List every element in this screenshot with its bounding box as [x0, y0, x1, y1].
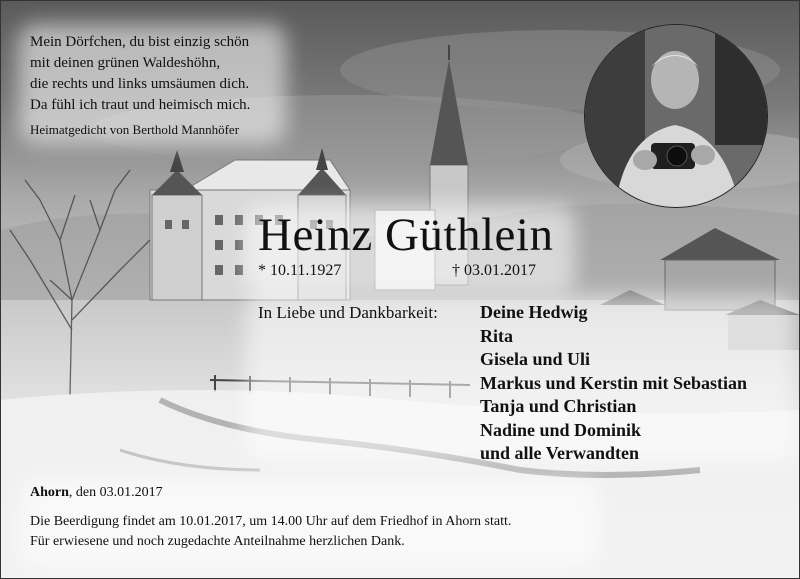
date: , den 03.01.2017 [68, 485, 163, 500]
poem [30, 32, 250, 116]
mourner-name: Markus und Kerstin mit Sebastian [480, 372, 748, 393]
mourner-name: Tanja und Christian [480, 396, 637, 416]
poem-line: Mein Dörfchen, du bist einzig schön [30, 34, 250, 50]
poem-line: die rechts und links umsäumen dich. [30, 76, 250, 92]
portrait-photo [585, 25, 767, 207]
portrait-image [585, 25, 767, 207]
footer [30, 512, 511, 552]
poem-credit: Heimatgedicht von Berthold Mannhöfer [30, 122, 240, 137]
funeral-info: Die Beerdigung findet am 10.01.2017, um 14.00 Uhr auf dem Friedhof in Ahorn statt. [30, 514, 512, 529]
mourning-intro: In Liebe und Dankbarkeit: [258, 303, 438, 322]
mourners-list [480, 301, 747, 466]
mourner-name: und alle Verwandten [480, 443, 640, 463]
poem-line: Da fühl ich traut und heimisch mich. [30, 97, 251, 113]
birth-date: * 10.11.1927 [258, 262, 342, 279]
mourner-name: Rita [480, 325, 513, 346]
place-date [30, 485, 163, 501]
mourner-name: Nadine und Dominik [480, 419, 642, 440]
death-date: † 03.01.2017 [452, 262, 536, 279]
place: Ahorn [30, 485, 69, 500]
poem-line: mit deinen grünen Waldeshöhn, [30, 55, 221, 71]
mourner-name: Gisela und Uli [480, 349, 591, 369]
deceased-name: Heinz Güthlein [258, 209, 554, 261]
thanks-note: Für erwiesene und noch zugedachte Anteilnahme herzlichen Dank. [30, 534, 405, 549]
mourner-name: Deine Hedwig [480, 302, 588, 322]
